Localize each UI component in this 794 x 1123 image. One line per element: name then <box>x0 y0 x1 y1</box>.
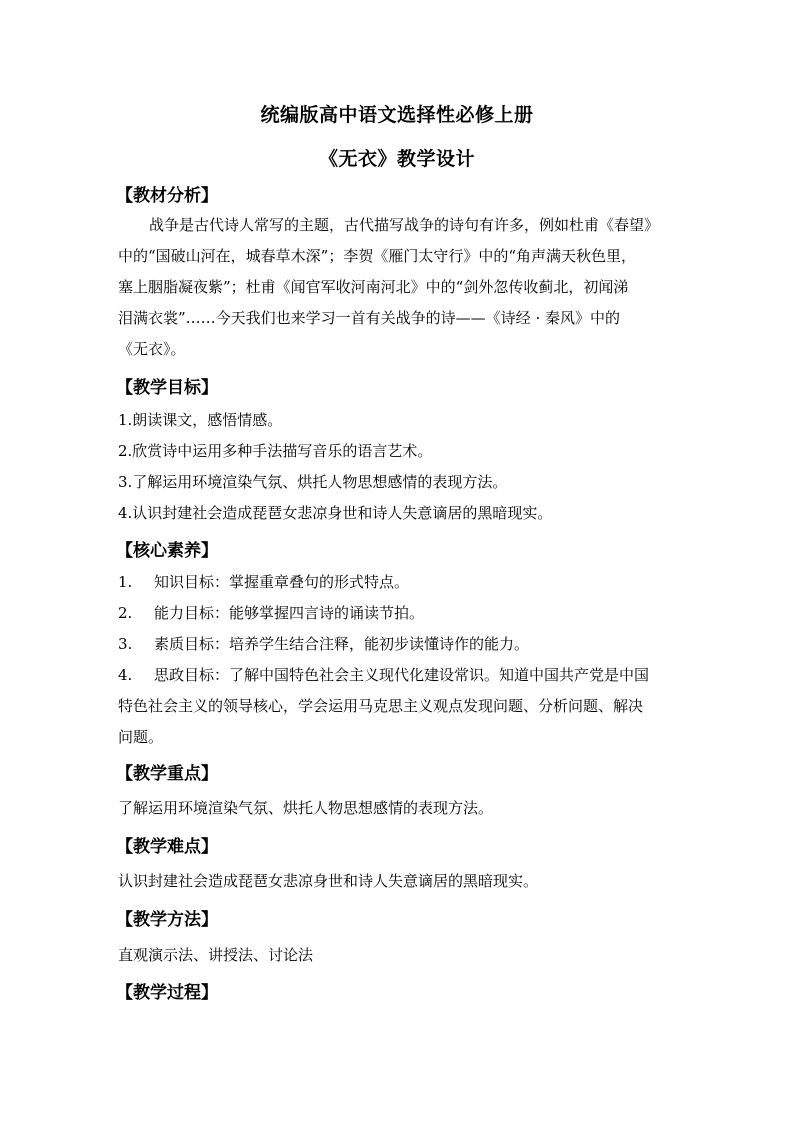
paragraph-line: 《无衣》。 <box>118 340 186 358</box>
paragraph-line: 问题。 <box>118 728 164 746</box>
heading-material-analysis: 【教材分析】 <box>116 186 218 206</box>
methods-text: 直观演示法、讲授法、讨论法 <box>118 946 314 964</box>
paragraph-line: 特色社会主义的领导核心，学会运用马克思主义观点发现问题、分析问题、解决 <box>118 697 644 715</box>
heading-difficulties: 【教学难点】 <box>116 837 218 857</box>
paragraph-line: 泪满衣裳”……今天我们也来学习一首有关战争的诗——《诗经 · 秦风》中的 <box>118 309 620 327</box>
heading-key-points: 【教学重点】 <box>116 764 218 784</box>
heading-core-literacy: 【核心素养】 <box>116 541 218 561</box>
item-number: 2. <box>118 604 133 622</box>
goal-item: 4.认识封建社会造成琵琶女悲凉身世和诗人失意谪居的黑暗现实。 <box>118 504 553 522</box>
key-points-text: 了解运用环境渲染气氛、烘托人物思想感情的表现方法。 <box>118 799 494 817</box>
item-text: 知识目标：掌握重章叠句的形式特点。 <box>154 573 410 591</box>
item-text: 思政目标：了解中国特色社会主义现代化建设常识。知道中国共产党是中国 <box>154 666 650 684</box>
item-text: 能力目标：能够掌握四言诗的诵读节拍。 <box>154 604 425 622</box>
item-text: 素质目标：培养学生结合注释，能初步读懂诗作的能力。 <box>154 635 530 653</box>
paragraph-line: 战争是古代诗人常写的主题，古代描写战争的诗句有许多，例如杜甫《春望》 <box>149 216 660 234</box>
document-subtitle: 《无衣》教学设计 <box>318 148 475 170</box>
item-number: 3. <box>118 635 133 653</box>
goal-item: 3.了解运用环境渲染气氛、烘托人物思想感情的表现方法。 <box>118 473 508 491</box>
heading-methods: 【教学方法】 <box>116 910 218 930</box>
goal-item: 1.朗读课文，感悟情感。 <box>118 411 283 429</box>
heading-process: 【教学过程】 <box>116 983 218 1003</box>
literacy-item <box>118 633 529 654</box>
literacy-item <box>118 571 409 592</box>
item-number: 4. <box>118 666 133 684</box>
literacy-item <box>118 602 424 623</box>
item-number: 1. <box>118 573 133 591</box>
goal-item: 2.欣赏诗中运用多种手法描写音乐的语言艺术。 <box>118 442 433 460</box>
heading-teaching-goals: 【教学目标】 <box>116 378 218 398</box>
paragraph-line: 塞上胭脂凝夜紫”；杜甫《闻官军收河南河北》中的“剑外忽传收蓟北，初闻涕 <box>118 278 629 296</box>
difficulties-text: 认识封建社会造成琵琶女悲凉身世和诗人失意谪居的黑暗现实。 <box>118 872 539 890</box>
paragraph-line: 中的“国破山河在，城春草木深”；李贺《雁门太守行》中的“角声满天秋色里， <box>118 247 637 265</box>
literacy-item <box>118 664 649 685</box>
document-title: 统编版高中语文选择性必修上册 <box>260 104 534 126</box>
